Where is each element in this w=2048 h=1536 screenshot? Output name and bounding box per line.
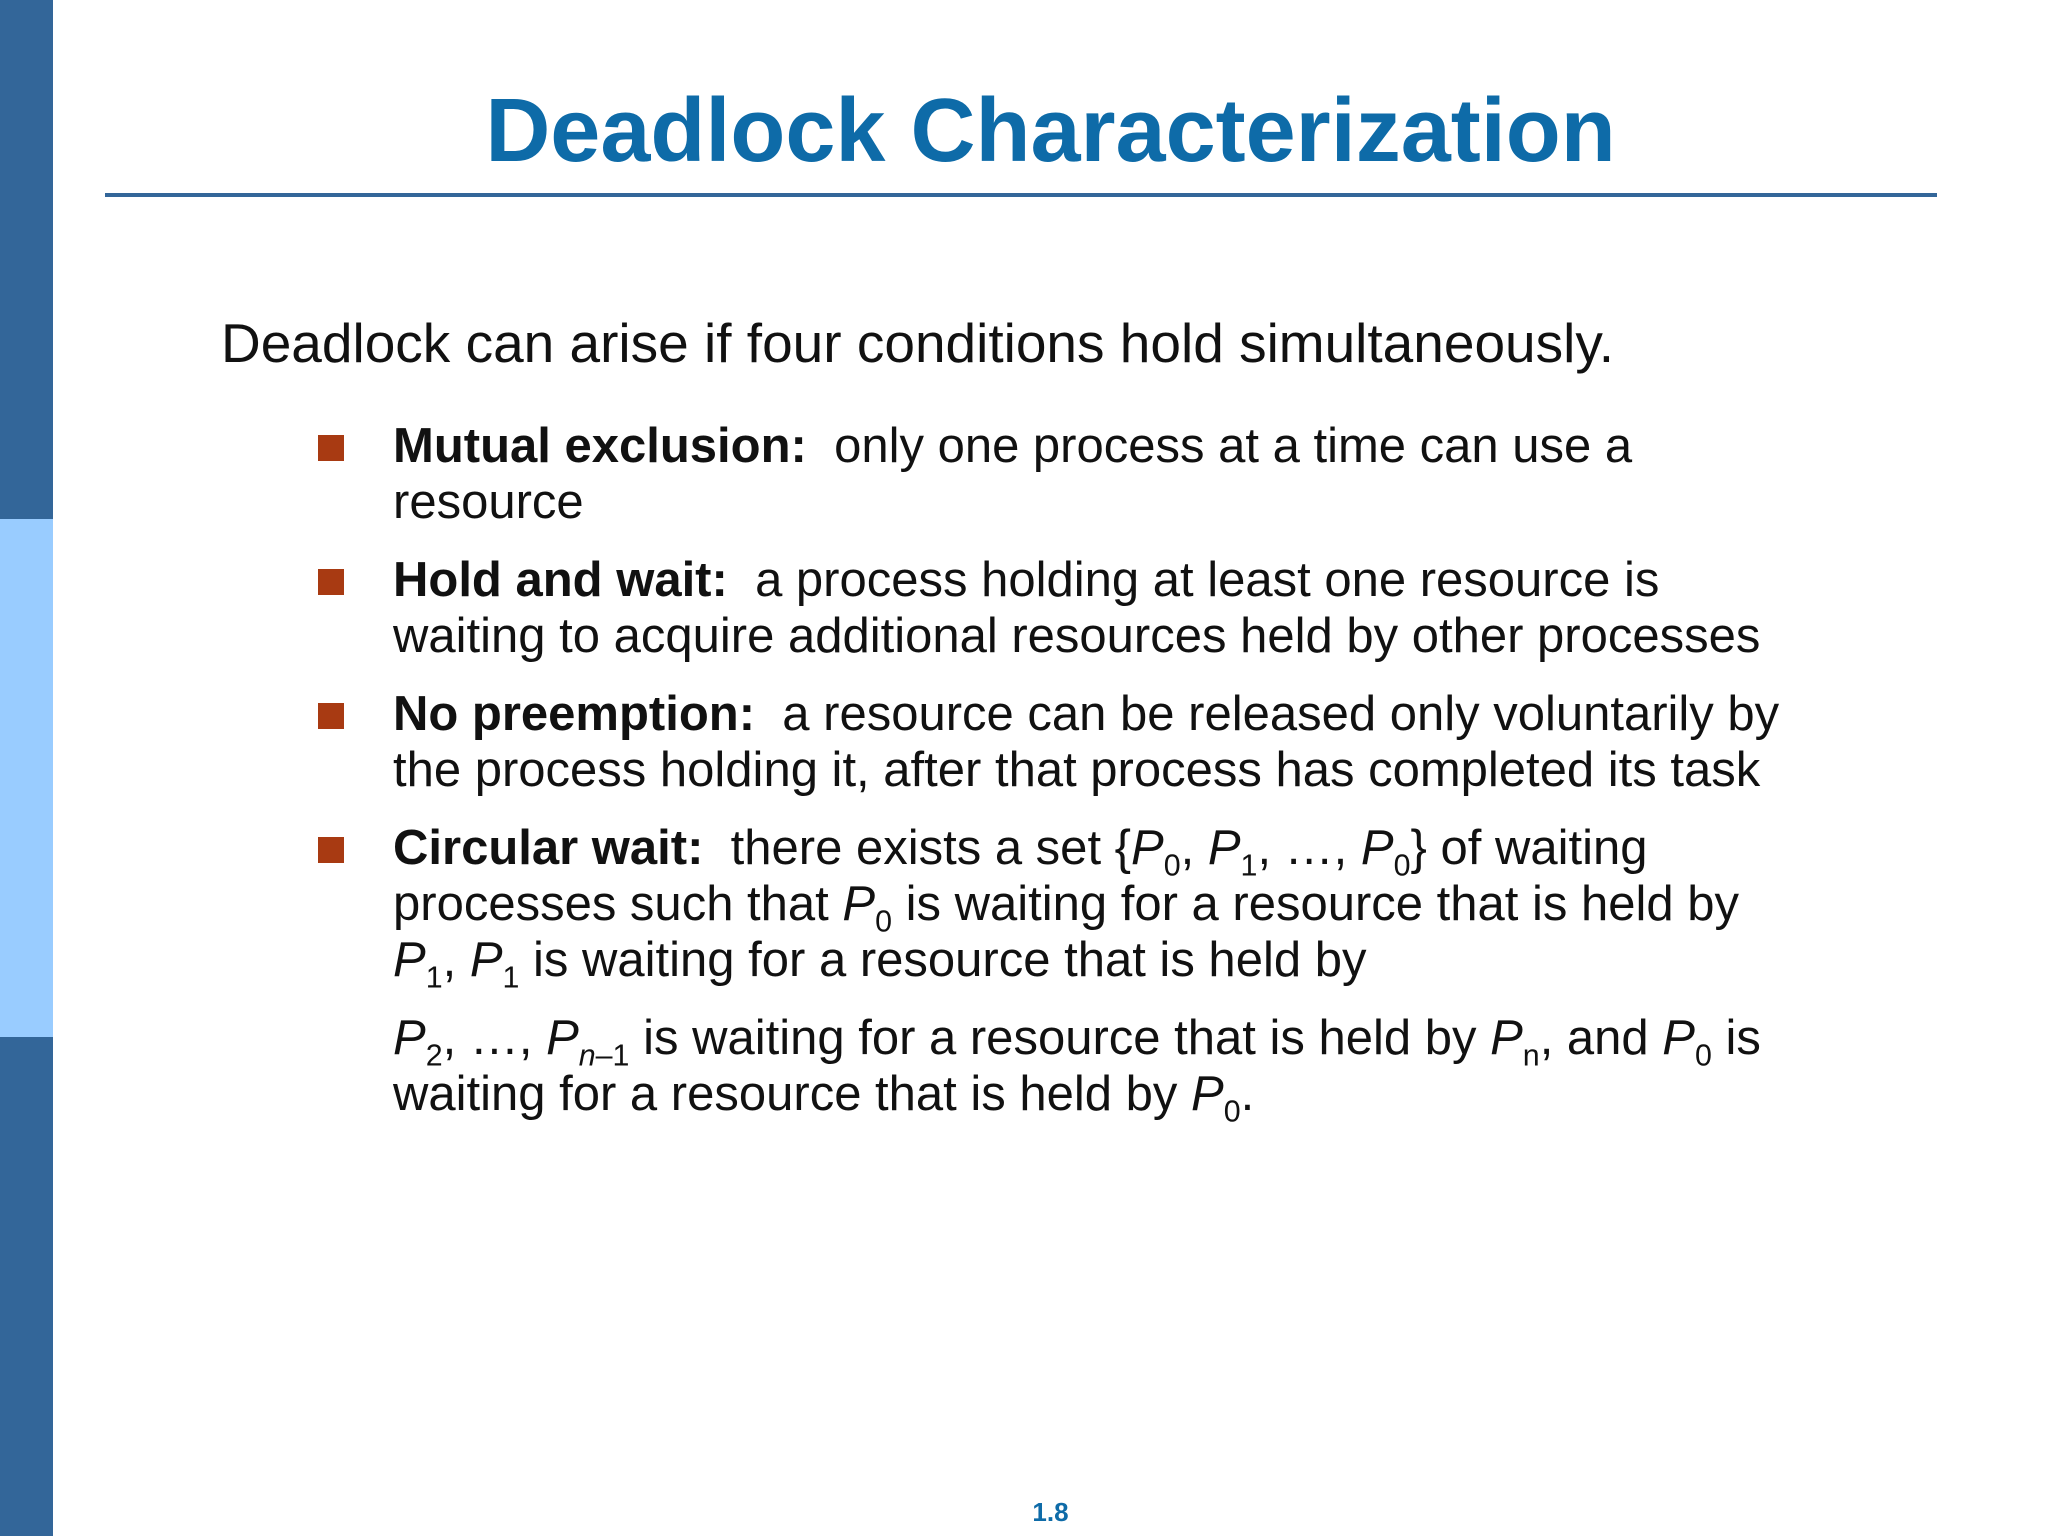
square-bullet-icon bbox=[318, 837, 344, 863]
title-underline bbox=[105, 193, 1937, 197]
sidebar-segment-middle bbox=[0, 519, 53, 1037]
condition-text: a resource can be released only voluntarily by the process holding it, after that process has completed its task bbox=[393, 687, 1780, 797]
condition-mutual-exclusion bbox=[318, 418, 1798, 530]
sidebar-segment-bottom bbox=[0, 1037, 53, 1536]
condition-text: a process holding at least one resource is waiting to acquire additional resources held by other processes bbox=[393, 553, 1761, 663]
condition-term: Hold and wait: bbox=[393, 553, 728, 607]
conditions-list bbox=[318, 418, 1798, 1144]
condition-text: there exists a set {$P_0$, $P_1$, …, $P_0$} of waiting processes such that $P_0$ is waiting for a resource that is held by $P_1$, $P_1$ is waiting for a resource that is held by bbox=[393, 821, 1740, 995]
sidebar-decoration bbox=[0, 0, 53, 1536]
sidebar-segment-top bbox=[0, 0, 53, 519]
square-bullet-icon bbox=[318, 435, 344, 461]
condition-text: only one process at a time can use a resource bbox=[393, 419, 1633, 529]
condition-hold-and-wait bbox=[318, 552, 1798, 664]
slide-title: Deadlock Characterization bbox=[485, 81, 1616, 181]
condition-no-preemption bbox=[318, 686, 1798, 798]
circular-wait-continuation: $P_2$, …, $P_{n-1}$ is waiting for a resource that is held by $P_n$, and $P_0$ is waiting for a resource that is held by $P_0$. bbox=[393, 1011, 1761, 1129]
square-bullet-icon bbox=[318, 703, 344, 729]
page-number: 1.8 bbox=[1032, 1497, 1069, 1527]
condition-circular-wait bbox=[318, 820, 1798, 1129]
condition-term: Mutual exclusion: bbox=[393, 419, 807, 473]
condition-term: Circular wait: bbox=[393, 821, 704, 875]
square-bullet-icon bbox=[318, 569, 344, 595]
condition-term: No preemption: bbox=[393, 687, 756, 741]
intro-text: Deadlock can arise if four conditions hold simultaneously. bbox=[221, 312, 1615, 374]
